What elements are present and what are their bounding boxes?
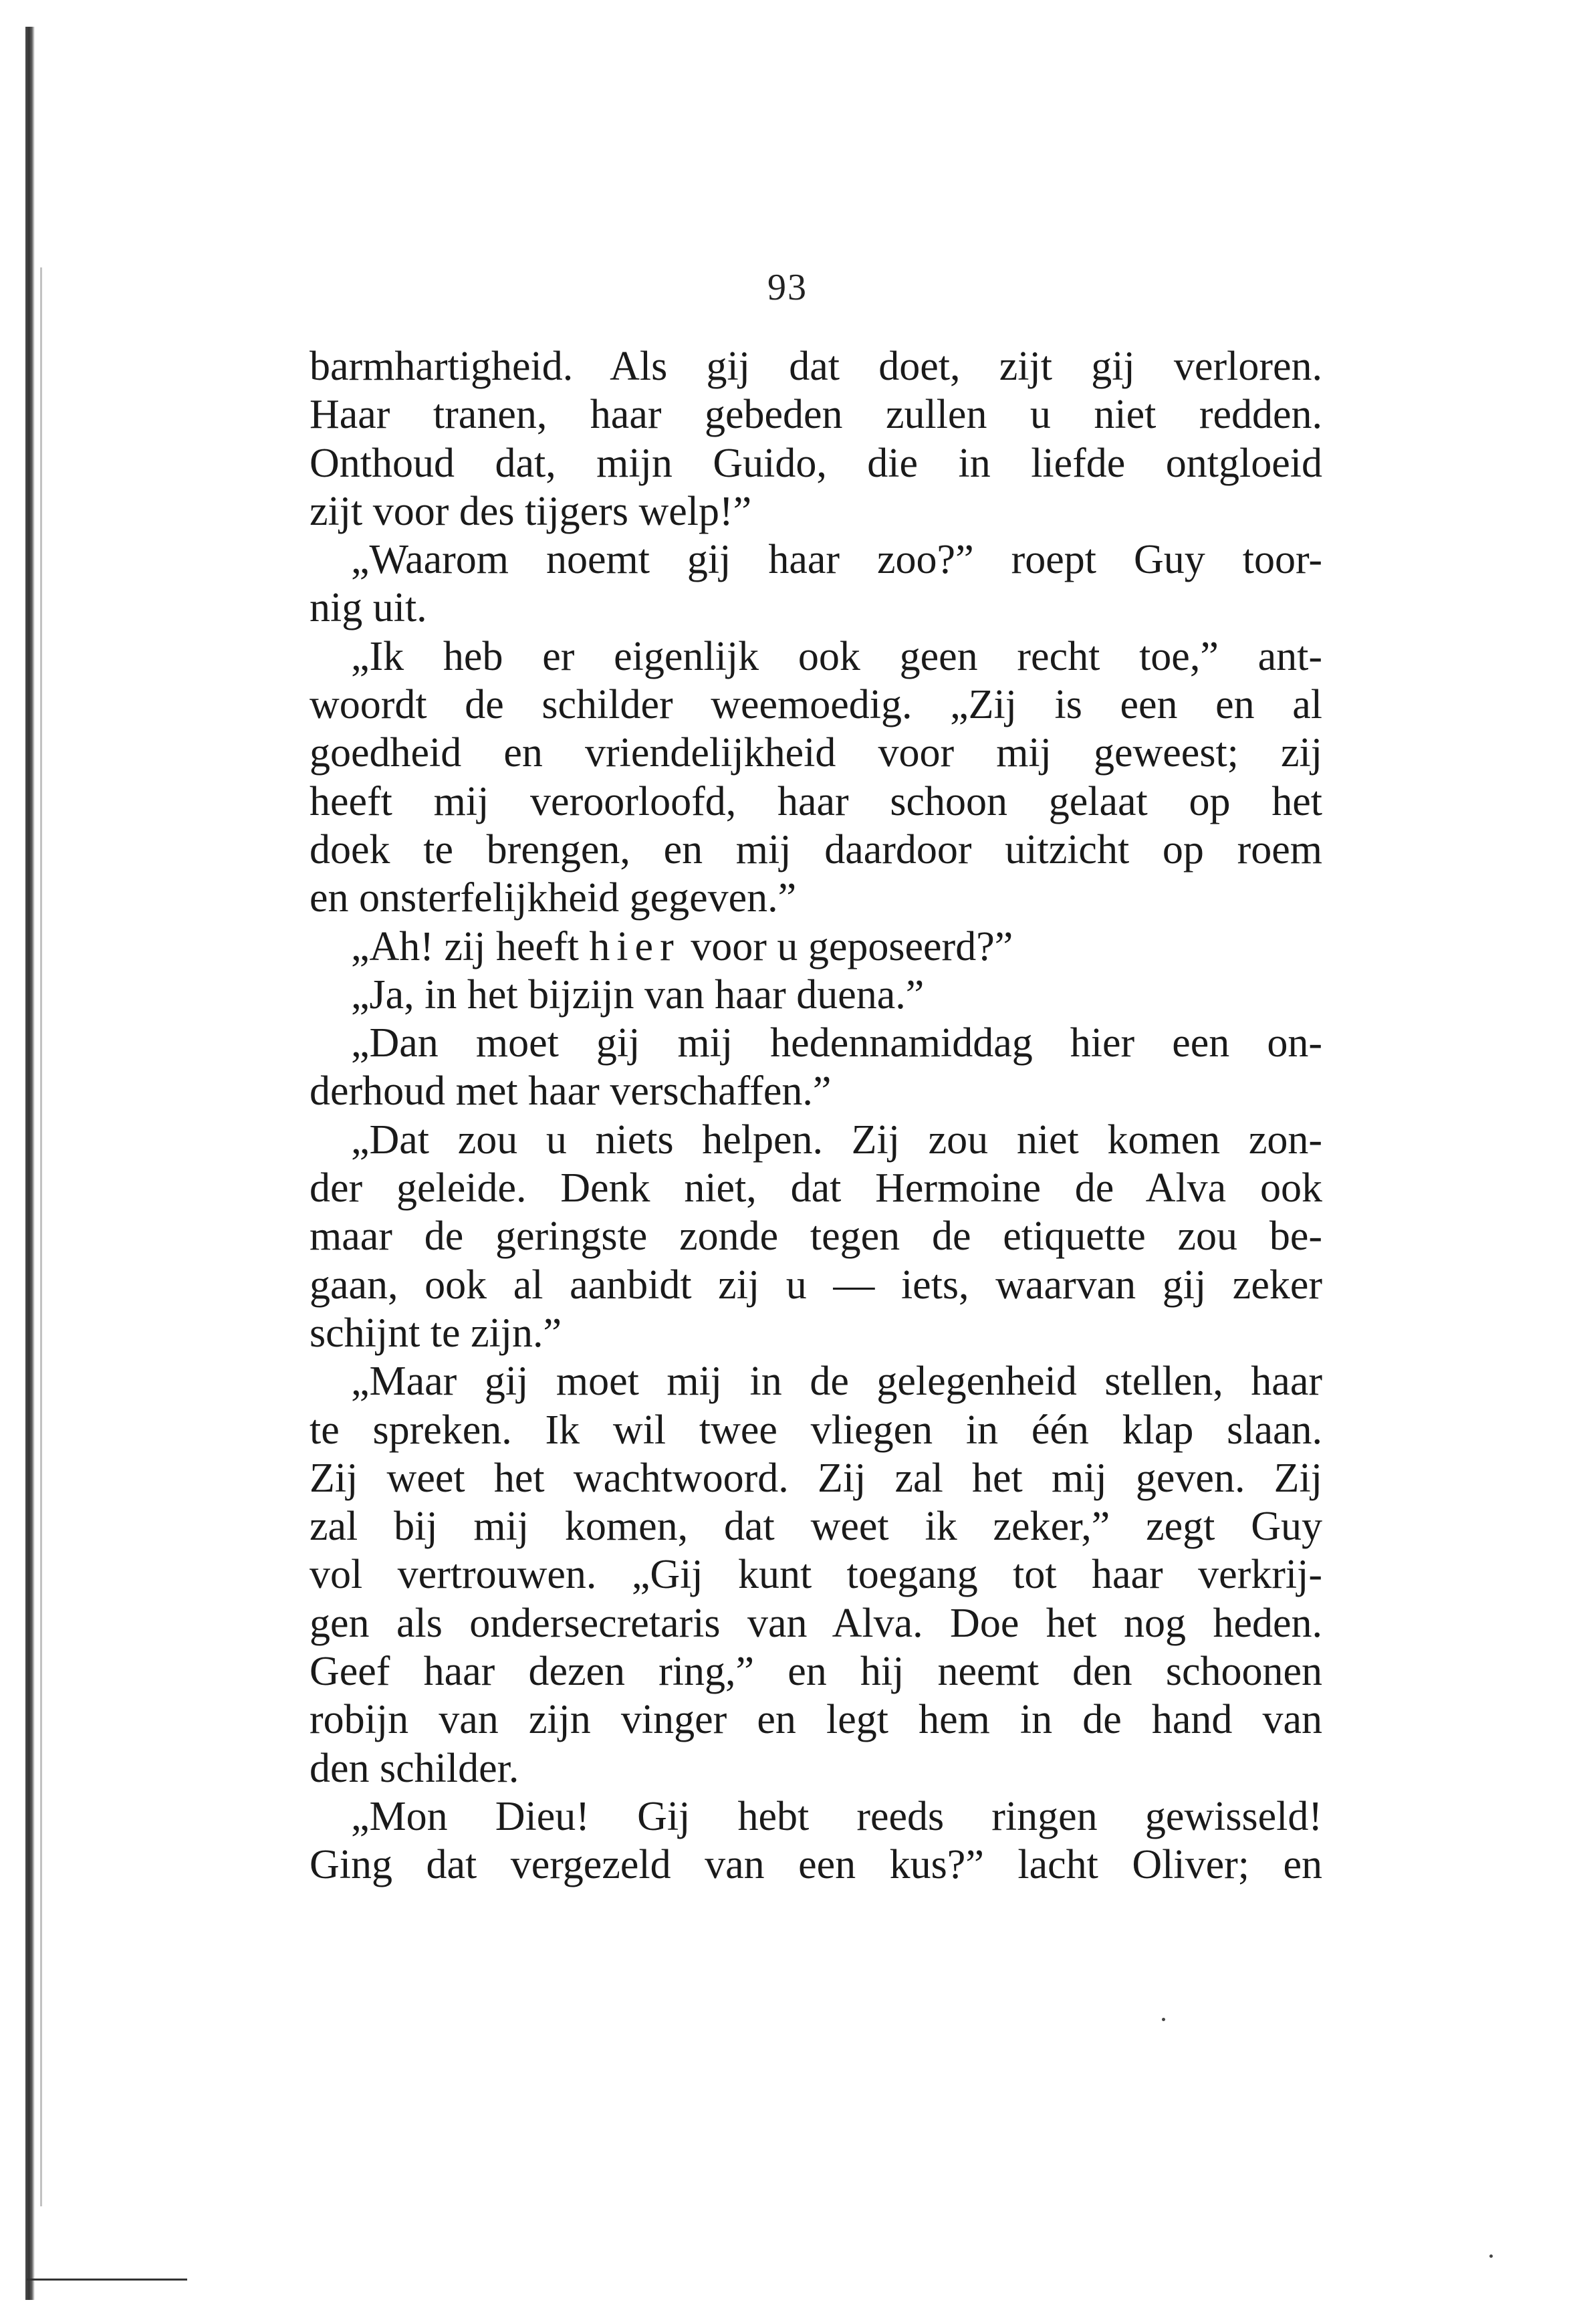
text-line: der geleide. Denk niet, dat Hermoine de Alva ook — [310, 1165, 1322, 1211]
text-segment: „Ah! zij heeft — [351, 923, 590, 969]
text-line: „Mon Dieu! Gij hebt reeds ringen gewisseld! — [351, 1793, 1322, 1839]
text-line: „Maar gij moet mij in de gelegenheid stellen, haar — [351, 1359, 1322, 1405]
text-line: „Ik heb er eigenlijk ook geen recht toe,” ant- — [351, 633, 1322, 679]
binding-edge — [25, 27, 35, 2300]
text-line: „Dat zou u niets helpen. Zij zou niet komen zon- — [351, 1117, 1322, 1163]
text-line: „Waarom noemt gij haar zoo?” roept Guy toor- — [351, 537, 1322, 583]
page-number: 93 — [767, 267, 808, 308]
body-text — [310, 342, 1322, 1889]
text-line: gen als ondersecretaris van Alva. Doe het nog heden. — [310, 1600, 1322, 1646]
text-line: Onthoud dat, mijn Guido, die in liefde ontgloeid — [310, 440, 1322, 486]
text-segment: voor u geposeerd?” — [680, 923, 1013, 969]
text-line: zal bij mij komen, dat weet ik zeker,” zegt Guy — [310, 1504, 1322, 1550]
text-line: nig uit. — [310, 585, 427, 631]
text-line: zijt voor des tijgers welp!” — [310, 488, 752, 534]
binding-edge-shadow — [40, 267, 42, 2206]
text-line: woordt de schilder weemoedig. „Zij is een en al — [310, 682, 1322, 728]
text-line: derhoud met haar verschaffen.” — [310, 1068, 832, 1115]
page-bottom-edge — [27, 2279, 187, 2281]
text-line: doek te brengen, en mij daardoor uitzicht op roem — [310, 826, 1322, 873]
print-speck — [1162, 2018, 1165, 2021]
text-line: gaan, ook al aanbidt zij u — iets, waarvan gij zeker — [310, 1262, 1322, 1308]
text-line: „Ja, in het bijzijn van haar duena.” — [351, 971, 925, 1018]
emphasized-word: hier — [589, 923, 681, 969]
text-line: Haar tranen, haar gebeden zullen u niet redden. — [310, 392, 1322, 438]
text-line: heeft mij veroorloofd, haar schoon gelaat op het — [310, 778, 1322, 824]
text-line: Ging dat vergezeld van een kus?” lacht Oliver; en — [310, 1842, 1322, 1888]
text-line: te spreken. Ik wil twee vliegen in één klap slaan. — [310, 1407, 1322, 1453]
print-speck — [1489, 2254, 1493, 2258]
text-line: „Dan moet gij mij hedennamiddag hier een on- — [351, 1020, 1322, 1066]
text-line: en onsterfelijkheid gegeven.” — [310, 875, 797, 921]
text-line — [310, 923, 1322, 971]
text-line: goedheid en vriendelijkheid voor mij geweest; zij — [310, 730, 1322, 776]
text-line: maar de geringste zonde tegen de etiquette zou be- — [310, 1213, 1322, 1260]
text-line: barmhartigheid. Als gij dat doet, zijt gij verloren. — [310, 344, 1322, 389]
text-line: robijn van zijn vinger en legt hem in de hand van — [310, 1697, 1322, 1743]
text-line: schijnt te zijn.” — [310, 1310, 562, 1356]
text-line: Geef haar dezen ring,” en hij neemt den schoonen — [310, 1649, 1322, 1695]
text-line: vol vertrouwen. „Gij kunt toegang tot haar verkrij- — [310, 1552, 1322, 1598]
text-line: Zij weet het wachtwoord. Zij zal het mij geven. Zij — [310, 1455, 1322, 1501]
text-line: den schilder. — [310, 1745, 519, 1791]
